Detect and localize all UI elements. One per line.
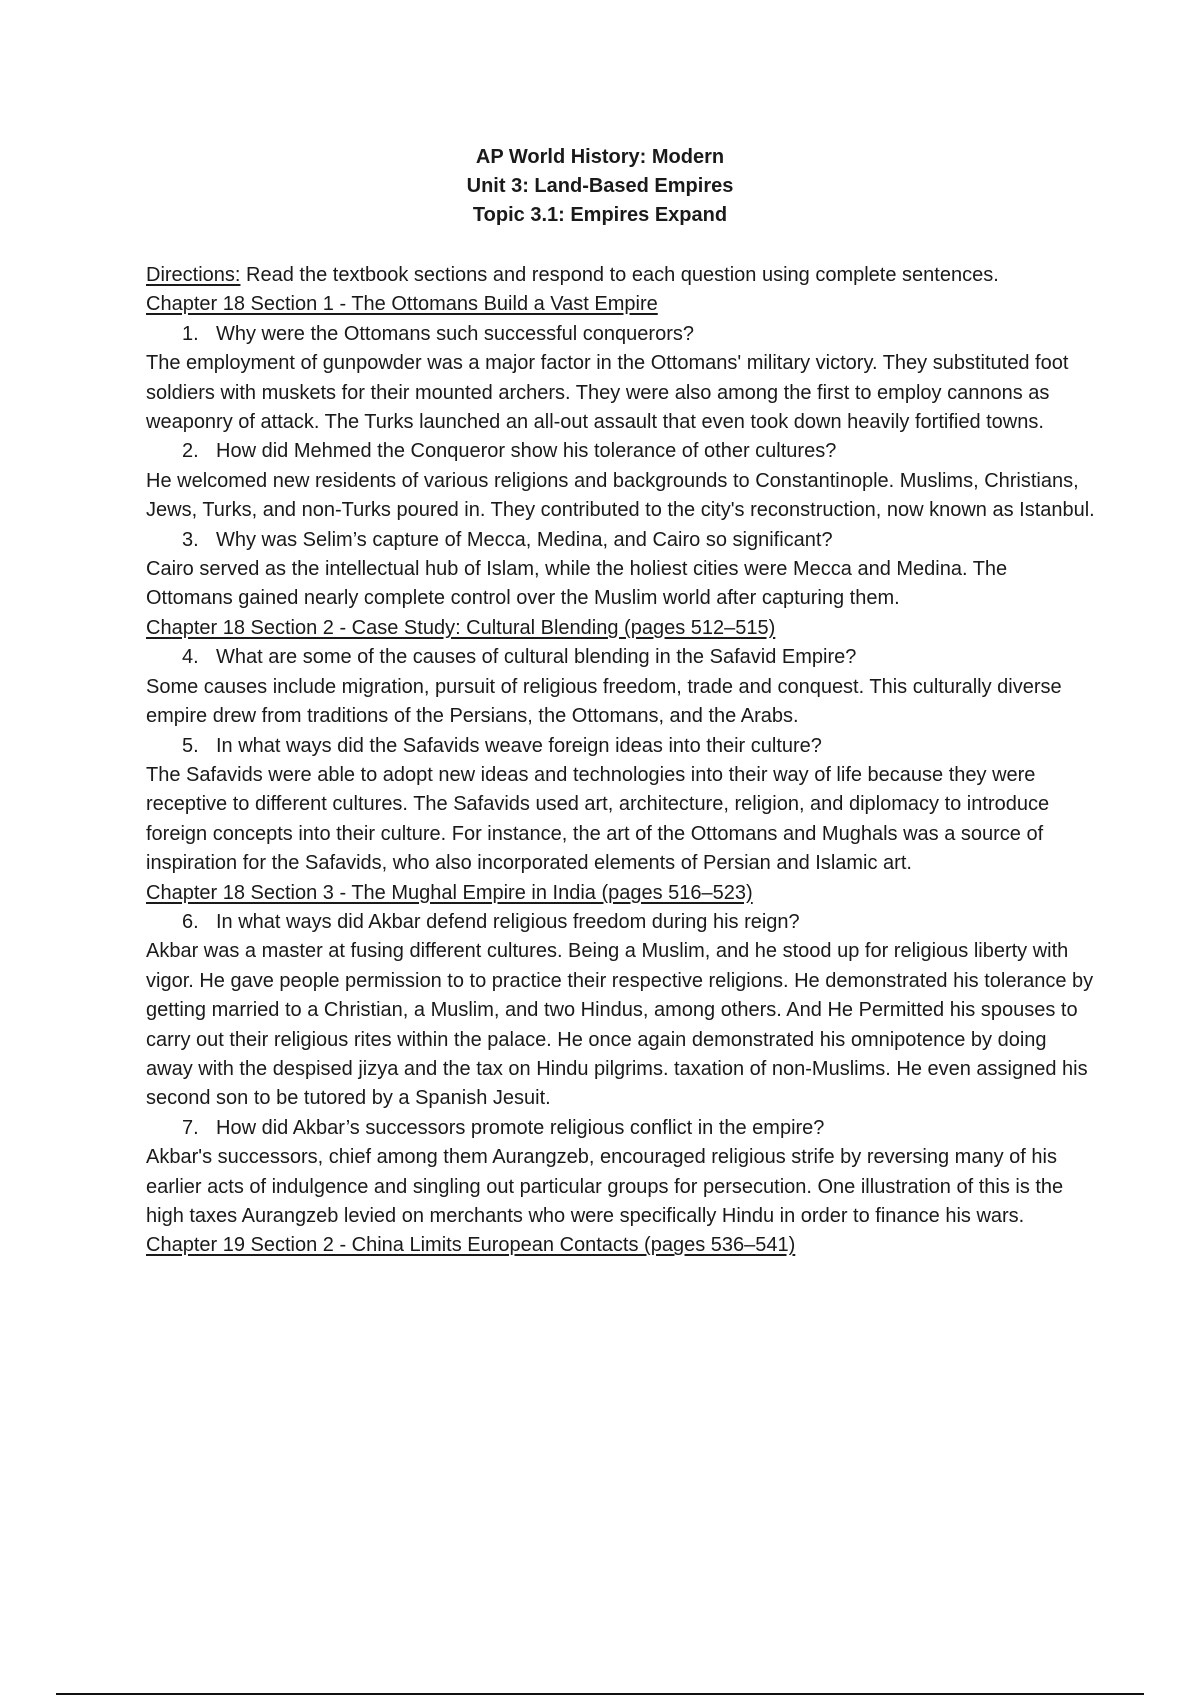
question xyxy=(146,643,1096,672)
question xyxy=(146,437,1096,466)
section-heading: Chapter 18 Section 2 - Case Study: Cultural Blending (pages 512–515) xyxy=(146,616,776,639)
directions xyxy=(146,261,1096,290)
question-number: 4. xyxy=(182,646,199,669)
question-text: In what ways did the Safavids weave foreign ideas into their culture? xyxy=(216,734,822,757)
bottom-divider xyxy=(56,1693,1144,1695)
answer: He welcomed new residents of various religions and backgrounds to Constantinople. Muslims, Christians, Jews, Turks, and non-Turks poured in. They contributed to the city's reconstruction, now known as Istanbul. xyxy=(146,469,1095,522)
question-text: Why were the Ottomans such successful conquerors? xyxy=(216,322,694,345)
question-number: 2. xyxy=(182,440,199,463)
question-number: 6. xyxy=(182,910,199,933)
directions-text: Read the textbook sections and respond to each question using complete sentences. xyxy=(240,264,999,286)
directions-label: Directions: xyxy=(146,264,241,286)
question-text: What are some of the causes of cultural blending in the Safavid Empire? xyxy=(216,646,857,669)
question-number: 3. xyxy=(182,528,199,551)
question-number: 7. xyxy=(182,1116,199,1139)
question xyxy=(146,526,1096,555)
answer: Cairo served as the intellectual hub of Islam, while the holiest cities were Mecca and Medina. The Ottomans gained nearly complete control over the Muslim world after capturing them. xyxy=(146,558,1008,610)
question xyxy=(146,732,1096,761)
question xyxy=(146,320,1096,349)
answer: The employment of gunpowder was a major factor in the Ottomans' military victory. They substituted foot soldiers with muskets for their mounted archers. They were also among the first to employ cannons as weaponry of attack. The Turks launched an all-out assault that even took down heavily fortified towns. xyxy=(146,352,1069,434)
answer: Akbar's successors, chief among them Aurangzeb, encouraged religious strife by reversing many of his earlier acts of indulgence and singling out particular groups for persecution. One illustration of this is the high taxes Aurangzeb levied on merchants who were specifically Hindu in order to finance his wars. xyxy=(146,1146,1064,1227)
question xyxy=(146,1114,1096,1143)
question xyxy=(146,908,1096,937)
question-text: In what ways did Akbar defend religious freedom during his reign? xyxy=(216,910,800,933)
question-number: 1. xyxy=(182,322,199,345)
section-heading: Chapter 18 Section 3 - The Mughal Empire in India (pages 516–523) xyxy=(146,881,753,904)
question-text: Why was Selim’s capture of Mecca, Medina, and Cairo so significant? xyxy=(216,528,833,551)
document-header xyxy=(0,143,1200,230)
answer: Akbar was a master at fusing different cultures. Being a Muslim, and he stood up for religious liberty with vigor. He gave people permission to to practice their respective religions. He demonstrated his tolerance by getting married to a Christian, a Muslim, and two Hindus, among others. And He Permitted his spouses to carry out their religious rites within the palace. He once again demonstrated his omnipotence by doing away with the despised jizya and the tax on Hindu pilgrims. taxation of non-Muslims. He even assigned his second son to be tutored by a Spanish Jesuit. xyxy=(146,940,1094,1110)
question-text: How did Akbar’s successors promote religious conflict in the empire? xyxy=(216,1116,825,1139)
course-title: AP World History: Modern xyxy=(475,146,725,168)
answer: The Safavids were able to adopt new ideas and technologies into their way of life because they were receptive to different cultures. The Safavids used art, architecture, religion, and diplomacy to introduce foreign concepts into their culture. For instance, the art of the Ottomans and Mughals was a source of inspiration for the Safavids, who also incorporated elements of Persian and Islamic art. xyxy=(146,763,1050,875)
question-text: How did Mehmed the Conqueror show his tolerance of other cultures? xyxy=(216,440,837,463)
unit-title: Unit 3: Land-Based Empires xyxy=(466,175,734,197)
section-heading: Chapter 19 Section 2 - China Limits European Contacts (pages 536–541) xyxy=(146,1234,796,1257)
question-number: 5. xyxy=(182,734,199,757)
answer: Some causes include migration, pursuit of religious freedom, trade and conquest. This culturally diverse empire drew from traditions of the Persians, the Ottomans, and the Arabs. xyxy=(146,675,1062,728)
topic-title: Topic 3.1: Empires Expand xyxy=(472,204,728,226)
document-body xyxy=(146,261,1096,1261)
section-heading: Chapter 18 Section 1 - The Ottomans Build a Vast Empire xyxy=(146,293,658,316)
